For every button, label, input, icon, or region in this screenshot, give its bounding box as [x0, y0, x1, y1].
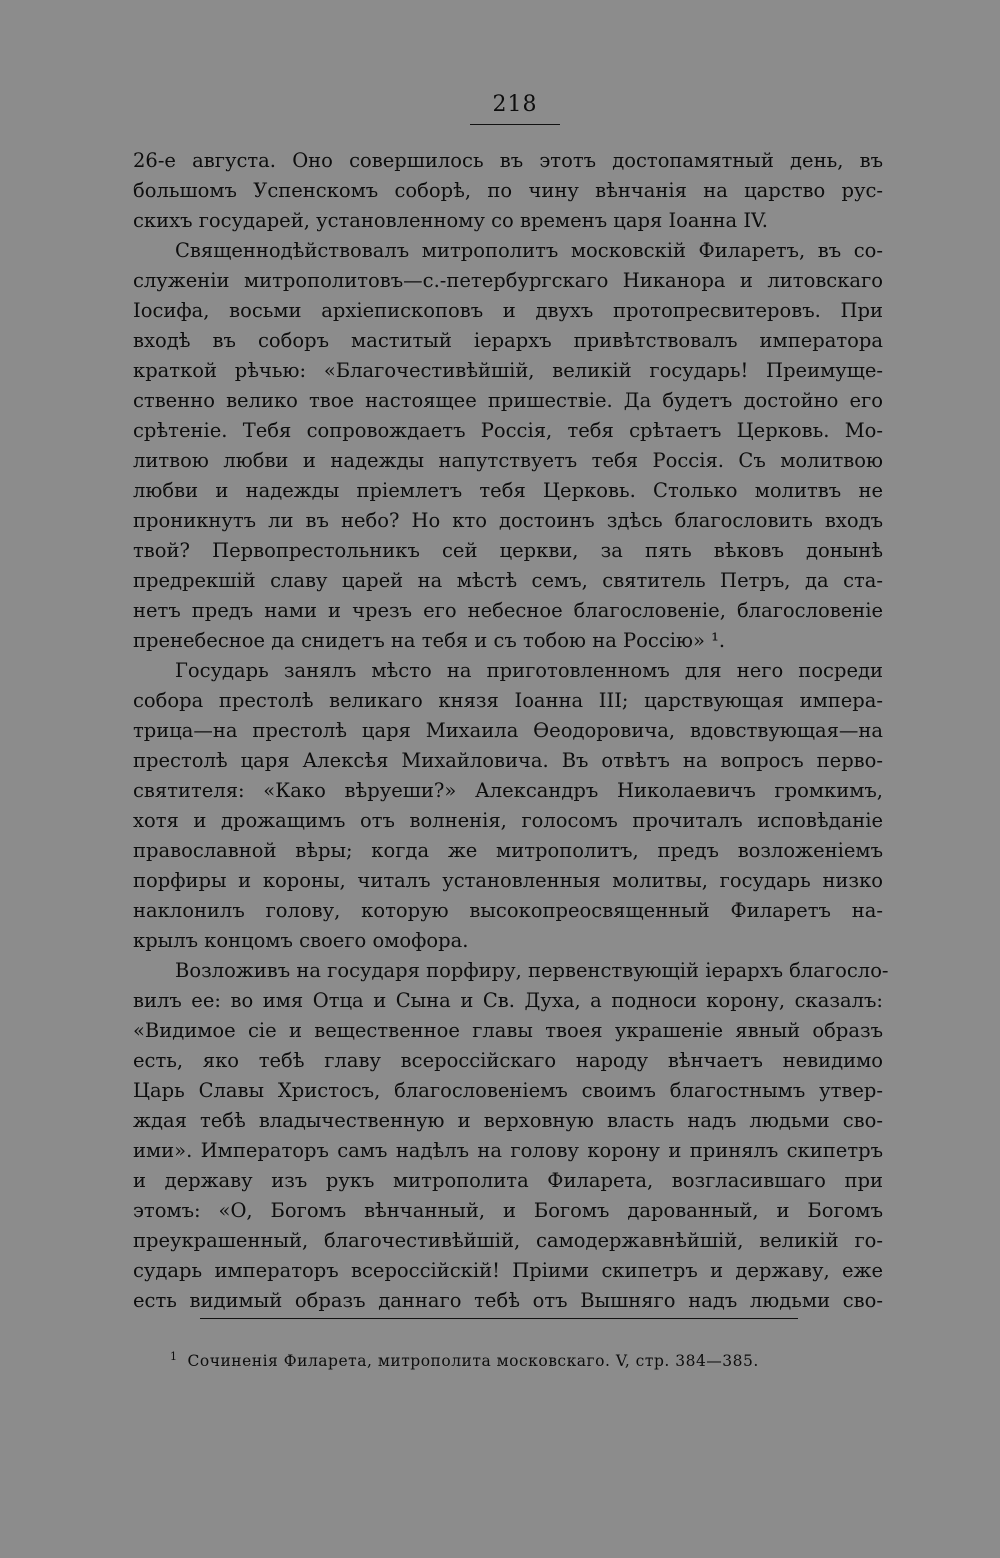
- text-line: срѣтеніе. Тебя сопровождаетъ Россія, тебя срѣтаетъ Церковь. Мо-: [133, 419, 883, 442]
- text-line: скихъ государей, установленному со временъ царя Іоанна IV.: [133, 209, 768, 232]
- text-line: нетъ предъ нами и чрезъ его небесное благословеніе, благословеніе: [133, 599, 883, 622]
- text-line: наклонилъ голову, которую высокопреосвященный Филаретъ на-: [133, 899, 883, 922]
- footnote-rule: [200, 1318, 798, 1319]
- text-line: этомъ: «О, Богомъ вѣнчанный, и Богомъ дарованный, и Богомъ: [133, 1199, 883, 1222]
- text-line: Іосифа, восьми архіепископовъ и двухъ протопресвитеровъ. При: [133, 299, 883, 322]
- text-line: Царь Славы Христосъ, благословеніемъ своимъ благостнымъ утвер-: [133, 1079, 883, 1102]
- page-number: 218: [492, 92, 538, 117]
- text-line: проникнутъ ли въ небо? Но кто достоинъ здѣсь благословить входъ: [133, 509, 883, 532]
- text-line: и державу изъ рукъ митрополита Филарета, возгласившаго при: [133, 1169, 883, 1192]
- text-line: святителя: «Како вѣруеши?» Александръ Николаевичъ громкимъ,: [133, 779, 883, 802]
- text-line: ждая тебѣ владычественную и верховную власть надъ людьми сво-: [133, 1109, 883, 1132]
- footnote-text: Сочиненія Филарета, митрополита московскаго. V, стр. 384—385.: [187, 1352, 759, 1371]
- text-line: порфиры и короны, читалъ установленныя молитвы, государь низко: [133, 869, 883, 892]
- text-line: Возложивъ на государя порфиру, первенствующій іерархъ благосло-: [175, 959, 889, 982]
- text-line: большомъ Успенскомъ соборѣ, по чину вѣнчанія на царство рус-: [133, 179, 883, 202]
- text-line: собора престолѣ великаго князя Іоанна III; царствующая импера-: [133, 689, 883, 712]
- text-line: краткой рѣчью: «Благочестивѣйшій, великій государь! Преимуще-: [133, 359, 883, 382]
- text-line: хотя и дрожащимъ отъ волненія, голосомъ прочиталъ исповѣданіе: [133, 809, 883, 832]
- text-line: преукрашенный, благочестивѣйшій, самодержавнѣйшій, великій го-: [133, 1229, 883, 1252]
- text-line: трица—на престолѣ царя Михаила Ѳеодоровича, вдовствующая—на: [133, 719, 883, 742]
- text-line: сударь императоръ всероссійскій! Пріими скипетръ и державу, еже: [133, 1259, 883, 1282]
- text-line: «Видимое сіе и вещественное главы твоея украшеніе явный образъ: [133, 1019, 883, 1042]
- text-line: литвою любви и надежды напутствуетъ тебя Россія. Съ молитвою: [133, 449, 883, 472]
- text-line: 26-е августа. Оно совершилось въ этотъ достопамятный день, въ: [133, 149, 883, 172]
- footnote: [170, 1350, 870, 1370]
- footnote-marker: 1: [170, 1350, 178, 1363]
- text-line: вилъ ее: во имя Отца и Сына и Св. Духа, а подноси корону, сказалъ:: [133, 989, 883, 1012]
- text-line: есть видимый образъ даннаго тебѣ отъ Вышняго надъ людьми сво-: [133, 1289, 883, 1312]
- body-text: [133, 146, 889, 1316]
- text-line: ими». Императоръ самъ надѣлъ на голову корону и принялъ скипетръ: [133, 1139, 883, 1162]
- text-line: Священнодѣйствовалъ митрополитъ московскій Филаретъ, въ со-: [175, 239, 883, 262]
- text-line: Государь занялъ мѣсто на приготовленномъ для него посреди: [175, 659, 883, 682]
- text-line: ственно велико твое настоящее пришествіе. Да будетъ достойно его: [133, 389, 883, 412]
- text-line: крылъ концомъ своего омофора.: [133, 929, 469, 952]
- text-line: пренебесное да снидетъ на тебя и съ тобою на Россію» ¹.: [133, 629, 726, 652]
- page-number-rule: [470, 124, 560, 125]
- text-line: входѣ въ соборъ маститый іерархъ привѣтствовалъ императора: [133, 329, 883, 352]
- text-line: служеніи митрополитовъ—с.-петербургскаго Никанора и литовскаго: [133, 269, 883, 292]
- text-line: любви и надежды пріемлетъ тебя Церковь. Столько молитвъ не: [133, 479, 883, 502]
- text-line: есть, яко тебѣ главу всероссійскаго народу вѣнчаетъ невидимо: [133, 1049, 883, 1072]
- text-line: православной вѣры; когда же митрополитъ, предъ возложеніемъ: [133, 839, 883, 862]
- text-line: престолѣ царя Алексѣя Михайловича. Въ отвѣтъ на вопросъ перво-: [133, 749, 883, 772]
- text-line: твой? Первопрестольникъ сей церкви, за пять вѣковъ донынѣ: [133, 539, 883, 562]
- text-line: предрекшій славу царей на мѣстѣ семъ, святитель Петръ, да ста-: [133, 569, 883, 592]
